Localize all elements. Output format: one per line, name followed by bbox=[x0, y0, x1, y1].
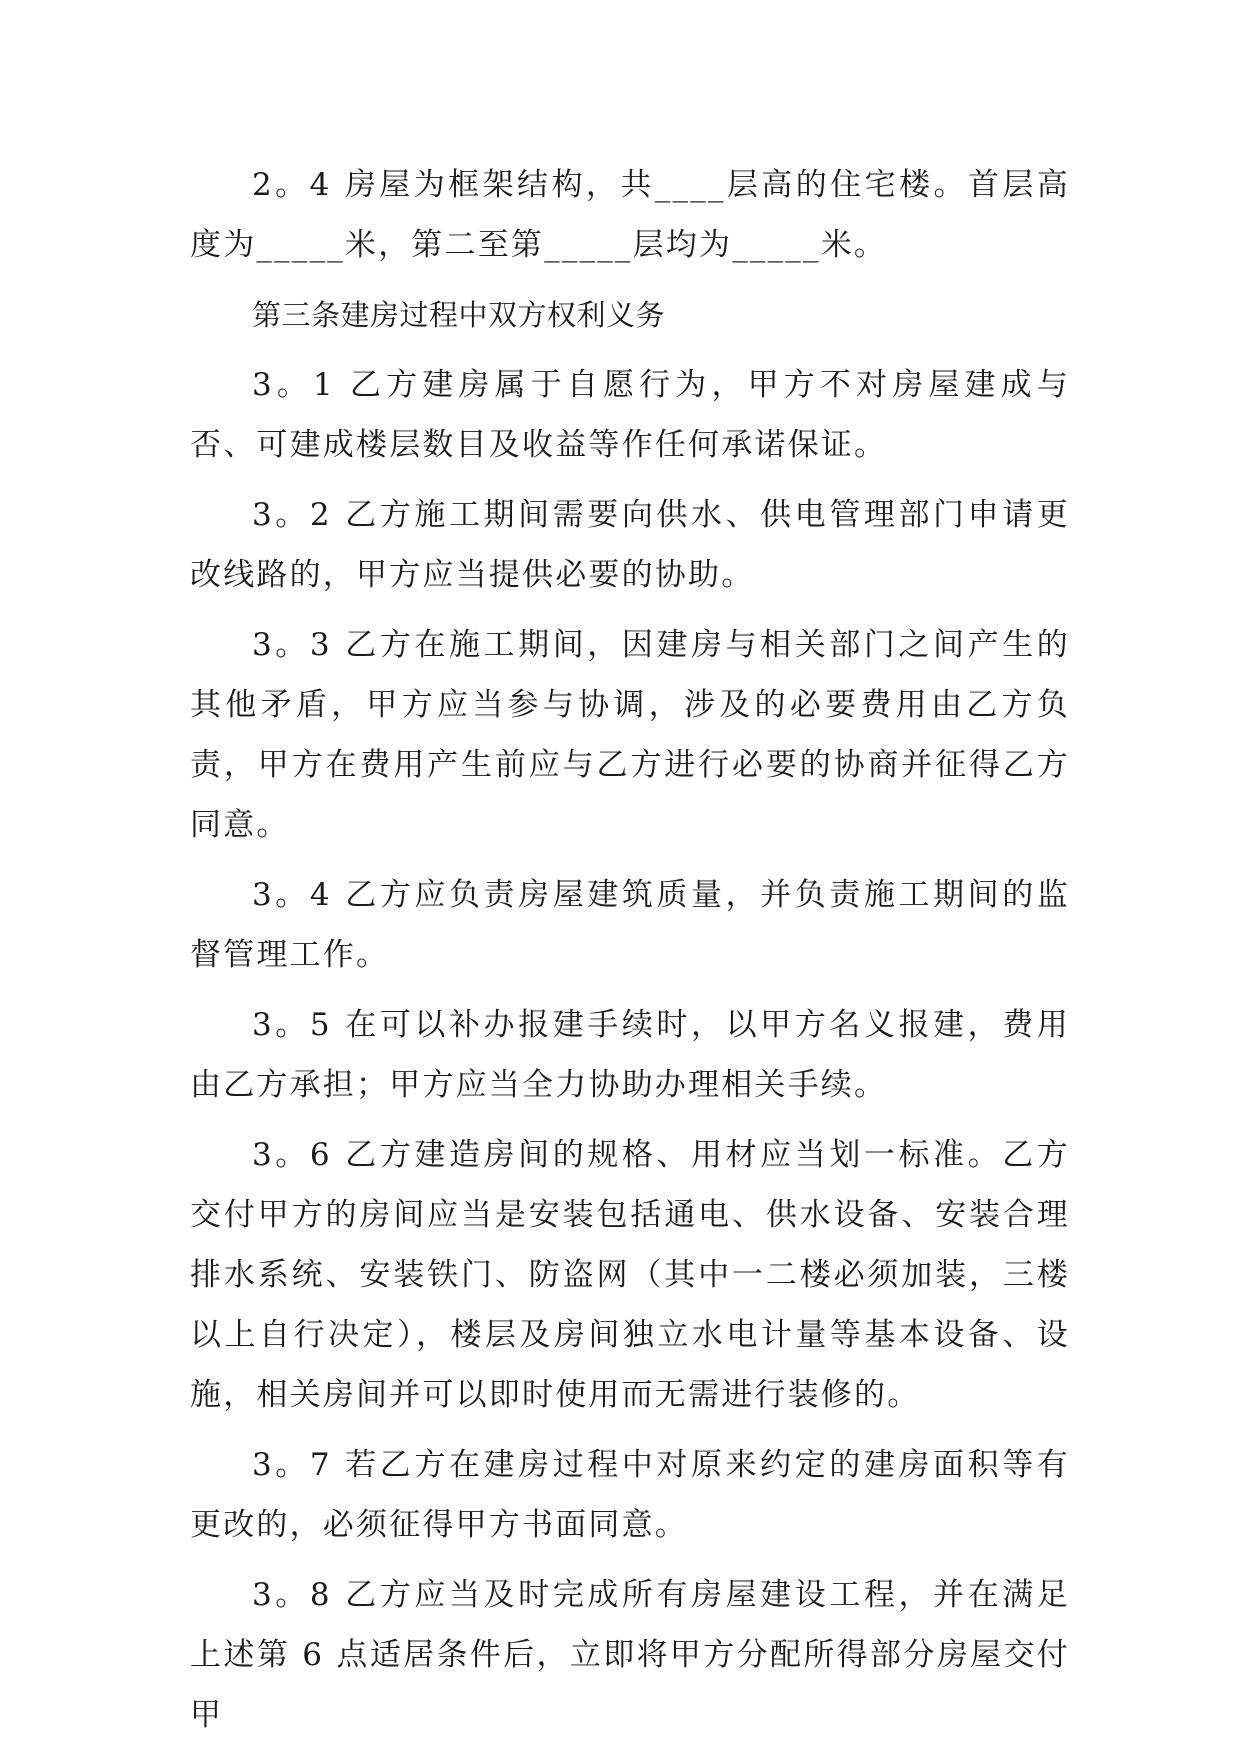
paragraph-3-5: 3。5 在可以补办报建手续时，以甲方名义报建，费用由乙方承担；甲方应当全力协助办理相关手续。 bbox=[190, 1007, 1070, 1103]
paragraph-2-4: 2。4 房屋为框架结构，共____层高的住宅楼。首层高度为_____米，第二至第_____层均为_____米。 bbox=[190, 167, 1070, 263]
paragraph-3-3: 3。3 乙方在施工期间，因建房与相关部门之间产生的其他矛盾，甲方应当参与协调，涉及的必要费用由乙方负责，甲方在费用产生前应与乙方进行必要的协商并征得乙方同意。 bbox=[190, 627, 1070, 843]
paragraph-3-7: 3。7 若乙方在建房过程中对原来约定的建房面积等有更改的，必须征得甲方书面同意。 bbox=[190, 1447, 1070, 1543]
section-heading-article-3: 第三条建房过程中双方权利义务 bbox=[252, 298, 666, 332]
paragraph-3-1: 3。1 乙方建房属于自愿行为，甲方不对房屋建成与否、可建成楼层数目及收益等作任何承诺保证。 bbox=[190, 367, 1070, 463]
paragraph-3-8: 3。8 乙方应当及时完成所有房屋建设工程，并在满足上述第 6 点适居条件后，立即将甲方分配所得部分房屋交付甲 bbox=[190, 1577, 1070, 1733]
paragraph-3-2: 3。2 乙方施工期间需要向供水、供电管理部门申请更改线路的，甲方应当提供必要的协助。 bbox=[190, 497, 1070, 593]
paragraph-3-4: 3。4 乙方应负责房屋建筑质量，并负责施工期间的监督管理工作。 bbox=[190, 877, 1070, 973]
document-page bbox=[190, 155, 1070, 1745]
paragraph-3-6: 3。6 乙方建造房间的规格、用材应当划一标准。乙方交付甲方的房间应当是安装包括通电、供水设备、安装合理排水系统、安装铁门、防盗网（其中一二楼必须加装，三楼以上自行决定），楼层及房间独立水电计量等基本设备、设施，相关房间并可以即时使用而无需进行装修的。 bbox=[190, 1137, 1070, 1413]
